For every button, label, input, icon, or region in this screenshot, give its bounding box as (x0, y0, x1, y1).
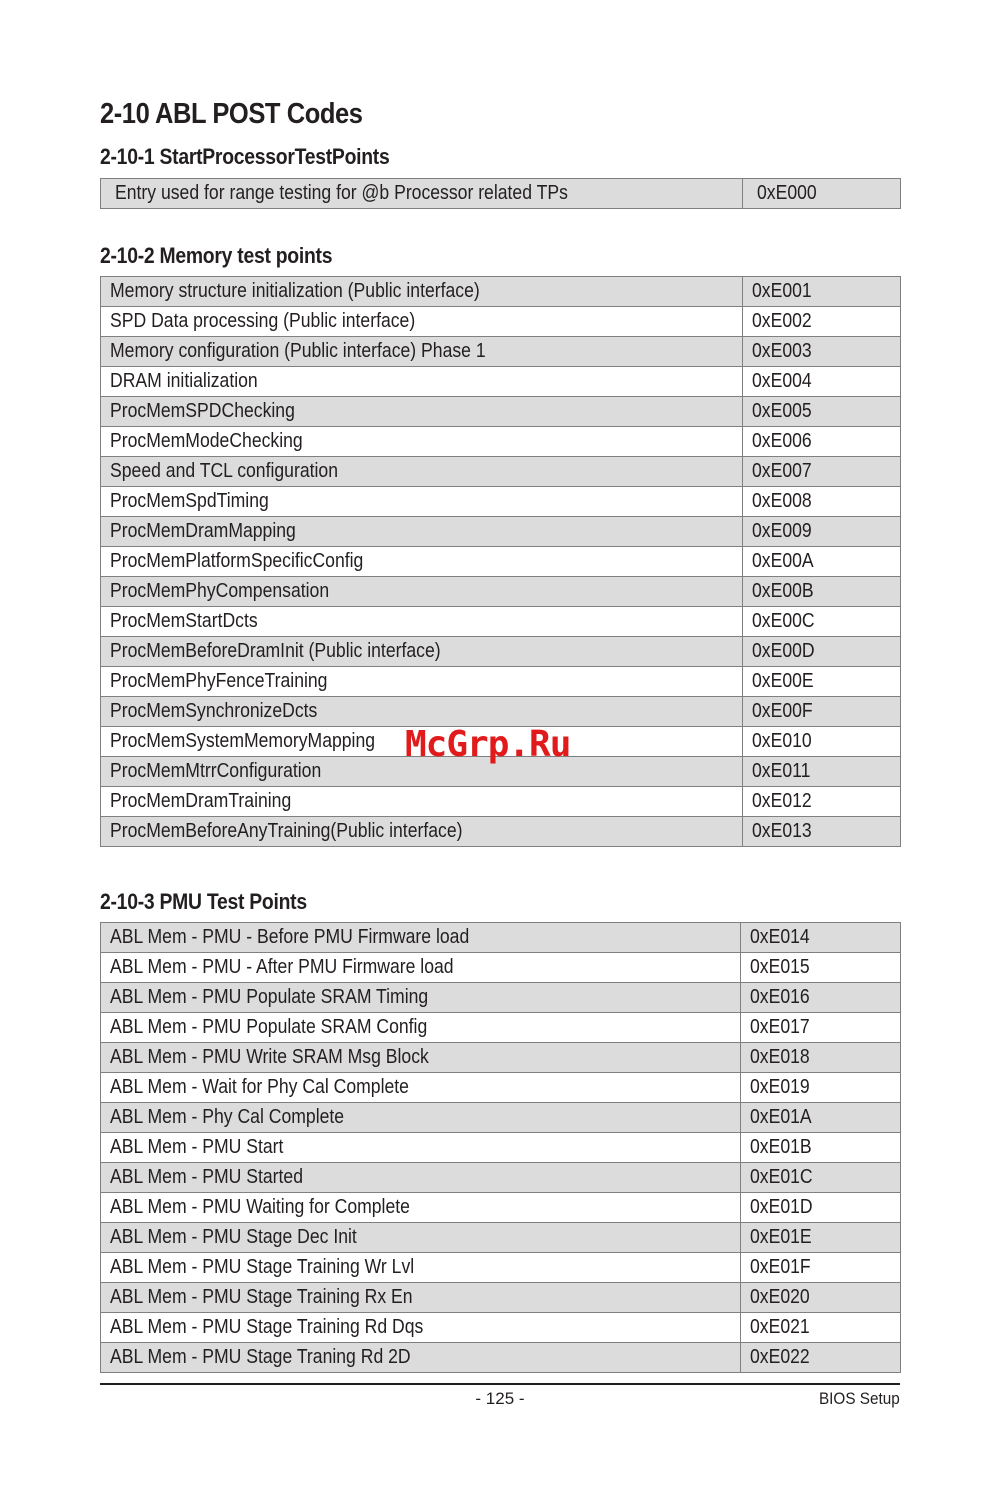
row-description (101, 1283, 741, 1313)
row-description (101, 637, 743, 667)
table-row (101, 457, 901, 487)
table-row (101, 1223, 901, 1253)
row-description (101, 787, 743, 817)
code-text: 0xE011 (752, 760, 811, 782)
row-code (743, 337, 901, 367)
description-text: ProcMemBeforeDramInit (Public interface) (110, 640, 441, 662)
row-description (101, 367, 743, 397)
row-description (101, 697, 743, 727)
code-text: 0xE006 (752, 430, 812, 452)
row-code (743, 817, 901, 847)
row-code (741, 1283, 901, 1313)
description-text: Memory configuration (Public interface) Phase 1 (110, 340, 486, 362)
code-text: 0xE010 (752, 730, 812, 752)
row-code (741, 1343, 901, 1373)
code-text: 0xE01C (750, 1166, 813, 1188)
table-row (101, 637, 901, 667)
watermark-logo: McGrp.Ru (405, 724, 571, 765)
row-code (743, 727, 901, 757)
footer-rule (100, 1383, 900, 1385)
row-code (741, 1073, 901, 1103)
code-text: 0xE013 (752, 820, 812, 842)
row-description (101, 923, 741, 953)
row-code (743, 547, 901, 577)
table-row (101, 1043, 901, 1073)
row-description (101, 817, 743, 847)
code-text: 0xE012 (752, 790, 812, 812)
row-description (101, 427, 743, 457)
footer-label: BIOS Setup (819, 1389, 900, 1408)
row-description (101, 1013, 741, 1043)
row-code (743, 367, 901, 397)
table-row (101, 277, 901, 307)
row-description (101, 547, 743, 577)
row-description (101, 577, 743, 607)
row-description (101, 517, 743, 547)
code-text: 0xE019 (750, 1076, 810, 1098)
row-description (101, 667, 743, 697)
row-code (743, 757, 901, 787)
table-row (101, 1163, 901, 1193)
row-code (741, 1013, 901, 1043)
start-processor-table (100, 178, 901, 209)
table-row (101, 983, 901, 1013)
description-text: ABL Mem - PMU Stage Training Rx En (110, 1286, 413, 1308)
pmu-test-points-table (100, 922, 901, 1373)
row-code (741, 1253, 901, 1283)
row-description (101, 337, 743, 367)
description-text: ProcMemPhyFenceTraining (110, 670, 328, 692)
code-text: 0xE002 (752, 310, 812, 332)
row-code (741, 953, 901, 983)
row-code (743, 457, 901, 487)
code-text: 0xE00B (752, 580, 814, 602)
description-text: ABL Mem - PMU Start (110, 1136, 284, 1158)
table-row (101, 547, 901, 577)
description-text: ProcMemPhyCompensation (110, 580, 330, 602)
code-text: 0xE00E (752, 670, 814, 692)
description-text: DRAM initialization (110, 370, 258, 392)
row-description (101, 1343, 741, 1373)
code-text: 0xE021 (750, 1316, 810, 1338)
description-text: ProcMemSPDChecking (110, 400, 295, 422)
code-text: 0xE00A (752, 550, 814, 572)
row-description (101, 1313, 741, 1343)
description-text: Memory structure initialization (Public interface) (110, 280, 480, 302)
row-code (743, 787, 901, 817)
code-text: 0xE004 (752, 370, 812, 392)
description-text: Speed and TCL configuration (110, 460, 338, 482)
description-text: ABL Mem - PMU Stage Dec Init (110, 1226, 357, 1248)
table-row (101, 179, 901, 209)
table-row (101, 1253, 901, 1283)
code-text: 0xE018 (750, 1046, 810, 1068)
row-description (101, 487, 743, 517)
row-description (101, 307, 743, 337)
code-text: 0xE01E (750, 1226, 812, 1248)
table-row (101, 953, 901, 983)
row-description (101, 179, 743, 209)
table-row (101, 1133, 901, 1163)
description-text: SPD Data processing (Public interface) (110, 310, 416, 332)
code-text: 0xE000 (757, 182, 817, 204)
row-code (741, 1313, 901, 1343)
table-row (101, 577, 901, 607)
code-text: 0xE005 (752, 400, 812, 422)
row-description (101, 1163, 741, 1193)
code-text: 0xE009 (752, 520, 812, 542)
table-row (101, 667, 901, 697)
row-description (101, 607, 743, 637)
row-description (101, 1103, 741, 1133)
row-code (741, 1103, 901, 1133)
table-row (101, 923, 901, 953)
table-row (101, 307, 901, 337)
description-text: ABL Mem - Wait for Phy Cal Complete (110, 1076, 409, 1098)
table-row (101, 787, 901, 817)
row-code (743, 697, 901, 727)
table-row (101, 517, 901, 547)
description-text: ABL Mem - PMU Write SRAM Msg Block (110, 1046, 429, 1068)
row-code (741, 923, 901, 953)
row-code (743, 667, 901, 697)
row-code (741, 983, 901, 1013)
table-row (101, 1103, 901, 1133)
row-code (743, 517, 901, 547)
description-text: ProcMemSynchronizeDcts (110, 700, 318, 722)
row-code (743, 487, 901, 517)
code-text: 0xE001 (752, 280, 812, 302)
table-row (101, 367, 901, 397)
code-text: 0xE00C (752, 610, 815, 632)
table-row (101, 1013, 901, 1043)
row-code (741, 1133, 901, 1163)
description-text: ProcMemStartDcts (110, 610, 258, 632)
description-text: ProcMemSpdTiming (110, 490, 269, 512)
table-row (101, 337, 901, 367)
row-code (743, 607, 901, 637)
table-row (101, 427, 901, 457)
table-row (101, 607, 901, 637)
row-description (101, 1193, 741, 1223)
description-text: ABL Mem - PMU Stage Training Rd Dqs (110, 1316, 424, 1338)
description-text: ABL Mem - PMU Waiting for Complete (110, 1196, 410, 1218)
code-text: 0xE015 (750, 956, 810, 978)
table-row (101, 1313, 901, 1343)
row-code (743, 427, 901, 457)
description-text: ABL Mem - PMU Stage Training Wr Lvl (110, 1256, 415, 1278)
code-text: 0xE007 (752, 460, 812, 482)
code-text: 0xE01A (750, 1106, 812, 1128)
section-title-pmu-test-points: 2-10-3 PMU Test Points (100, 889, 307, 914)
description-text: ABL Mem - Phy Cal Complete (110, 1106, 345, 1128)
table-row (101, 1193, 901, 1223)
code-text: 0xE00F (752, 700, 813, 722)
row-description (101, 1133, 741, 1163)
row-description (101, 983, 741, 1013)
description-text: ABL Mem - PMU - Before PMU Firmware load (110, 926, 470, 948)
description-text: ProcMemDramTraining (110, 790, 292, 812)
code-text: 0xE017 (750, 1016, 810, 1038)
row-description (101, 953, 741, 983)
code-text: 0xE00D (752, 640, 815, 662)
description-text: ProcMemDramMapping (110, 520, 296, 542)
code-text: 0xE01F (750, 1256, 811, 1278)
row-code (743, 179, 901, 209)
code-text: 0xE016 (750, 986, 810, 1008)
row-description (101, 397, 743, 427)
table-row (101, 697, 901, 727)
description-text: ProcMemModeChecking (110, 430, 303, 452)
row-description (101, 1073, 741, 1103)
code-text: 0xE014 (750, 926, 810, 948)
row-description (101, 457, 743, 487)
row-code (743, 397, 901, 427)
page-number: - 125 - (475, 1389, 525, 1408)
row-description (101, 277, 743, 307)
table-row (101, 1283, 901, 1313)
section-title-memory-test-points: 2-10-2 Memory test points (100, 243, 333, 268)
row-description (101, 1043, 741, 1073)
table-row (101, 397, 901, 427)
row-code (743, 637, 901, 667)
row-description (101, 1223, 741, 1253)
description-text: ABL Mem - PMU - After PMU Firmware load (110, 956, 454, 978)
description-text: ABL Mem - PMU Populate SRAM Config (110, 1016, 428, 1038)
description-text: Entry used for range testing for @b Processor related TPs (115, 182, 568, 204)
row-code (743, 277, 901, 307)
section-title-start-processor: 2-10-1 StartProcessorTestPoints (100, 144, 390, 169)
description-text: ProcMemPlatformSpecificConfig (110, 550, 364, 572)
table-row (101, 817, 901, 847)
description-text: ProcMemMtrrConfiguration (110, 760, 322, 782)
row-code (741, 1193, 901, 1223)
description-text: ABL Mem - PMU Populate SRAM Timing (110, 986, 429, 1008)
table-row (101, 487, 901, 517)
row-code (741, 1163, 901, 1193)
row-code (743, 577, 901, 607)
code-text: 0xE01D (750, 1196, 813, 1218)
description-text: ProcMemBeforeAnyTraining(Public interface) (110, 820, 463, 842)
code-text: 0xE008 (752, 490, 812, 512)
code-text: 0xE003 (752, 340, 812, 362)
code-text: 0xE020 (750, 1286, 810, 1308)
code-text: 0xE022 (750, 1346, 810, 1368)
description-text: ABL Mem - PMU Started (110, 1166, 304, 1188)
row-code (743, 307, 901, 337)
row-code (741, 1223, 901, 1253)
description-text: ABL Mem - PMU Stage Traning Rd 2D (110, 1346, 411, 1368)
row-code (741, 1043, 901, 1073)
code-text: 0xE01B (750, 1136, 812, 1158)
table-row (101, 1073, 901, 1103)
row-description (101, 1253, 741, 1283)
table-row (101, 1343, 901, 1373)
page-title: 2-10 ABL POST Codes (100, 98, 363, 130)
description-text: ProcMemSystemMemoryMapping (110, 730, 376, 752)
